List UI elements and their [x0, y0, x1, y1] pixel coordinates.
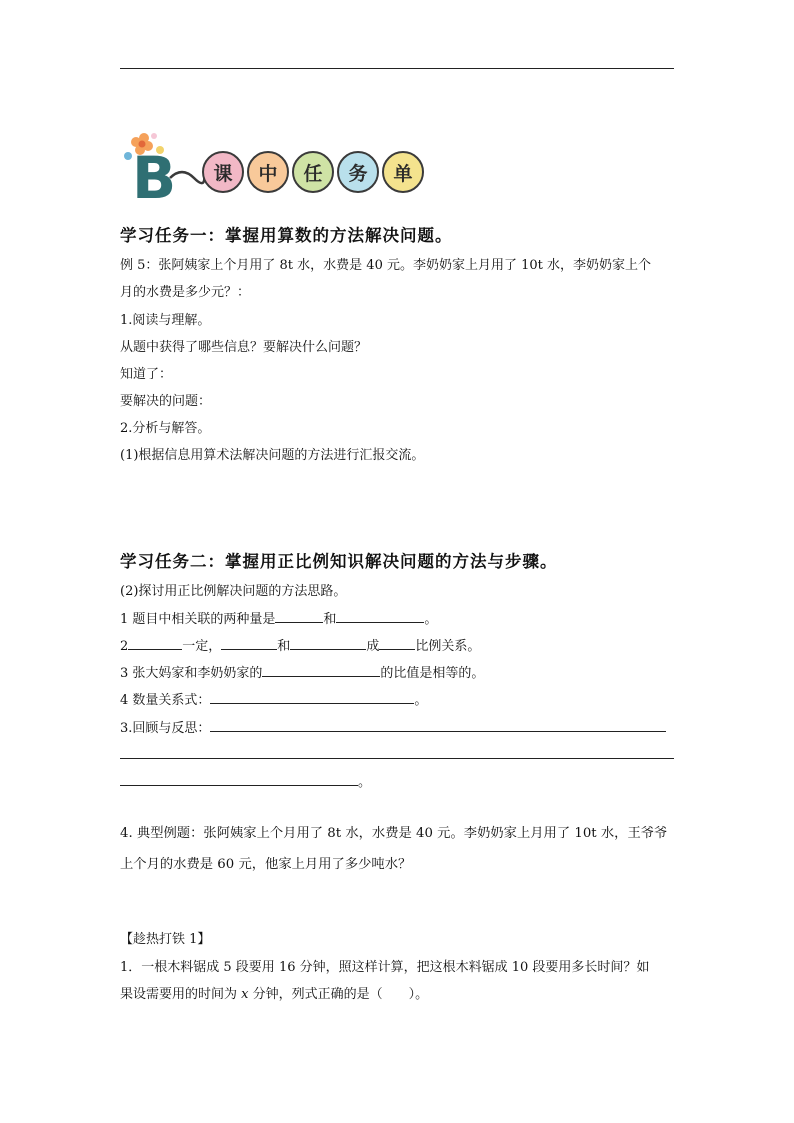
q2-line: 2 一定， 和 成 比例关系。 — [120, 639, 481, 654]
practice-q1-line2: 果设需要用的时间为 x 分钟，列式正确的是（ ）。 — [120, 987, 429, 1002]
explore-heading: (2)探讨用正比例解决问题的方法思路。 — [120, 584, 347, 599]
step1-heading: 1.阅读与理解。 — [120, 313, 211, 328]
example4-line2: 上个月的水费是 60 元，他家上月用了多少吨水？ — [120, 857, 412, 872]
q1-line: 1 题目中相关联的两种量是 和 。 — [120, 612, 438, 627]
blank-input[interactable] — [128, 637, 182, 650]
blank-input[interactable] — [336, 610, 424, 623]
practice-q1-line1: 1．一根木料锯成 5 段要用 16 分钟，照这样计算，把这根木料锯成 10 段要用多长时间？如 — [120, 960, 650, 975]
example5-line1: 例 5：张阿姨家上个月用了 8t 水，水费是 40 元。李奶奶家上月用了 10t 水，李奶奶家上个 — [120, 258, 652, 273]
blank-input[interactable] — [379, 637, 415, 650]
review-line2[interactable] — [120, 758, 674, 759]
practice-title: 【趁热打铁 1】 — [120, 932, 211, 947]
variable-x: x — [241, 987, 249, 1002]
to-solve-label: 要解决的问题： — [120, 394, 212, 409]
step2-sub1: (1)根据信息用算术法解决问题的方法进行汇报交流。 — [120, 448, 425, 463]
badge-char-5: 单 — [382, 151, 424, 193]
blank-input[interactable] — [210, 691, 414, 704]
review-line3: 。 — [120, 773, 371, 792]
badge-char-4: 务 — [337, 151, 379, 193]
blank-input[interactable] — [262, 664, 380, 677]
known-label: 知道了： — [120, 367, 173, 382]
example4-line1: 4. 典型例题：张阿姨家上个月用了 8t 水，水费是 40 元。李奶奶家上月用了 10t 水，王爷爷 — [120, 826, 668, 841]
q3-line: 3 张大妈家和李奶奶家的 的比值是相等的。 — [120, 666, 485, 681]
lesson-badge — [118, 128, 428, 208]
q4-line: 4 数量关系式： 。 — [120, 693, 428, 708]
step2-heading: 2.分析与解答。 — [120, 421, 211, 436]
task1-title: 学习任务一：掌握用算数的方法解决问题。 — [120, 226, 453, 245]
blank-input[interactable] — [120, 773, 358, 786]
badge-char-1: 课 — [202, 151, 244, 193]
badge-char-2: 中 — [247, 151, 289, 193]
example5-line2: 月的水费是多少元？： — [120, 285, 251, 300]
task2-title: 学习任务二：掌握用正比例知识解决问题的方法与步骤。 — [120, 552, 558, 571]
badge-char-3: 任 — [292, 151, 334, 193]
blank-input[interactable] — [290, 637, 366, 650]
blank-input[interactable] — [275, 610, 323, 623]
blank-input[interactable] — [210, 719, 666, 732]
blank-input[interactable] — [221, 637, 277, 650]
question-text: 从题中获得了哪些信息？要解决什么问题？ — [120, 340, 368, 355]
review-line1: 3.回顾与反思： — [120, 719, 666, 738]
badge-letter: B — [132, 144, 177, 208]
header-rule — [120, 68, 674, 69]
